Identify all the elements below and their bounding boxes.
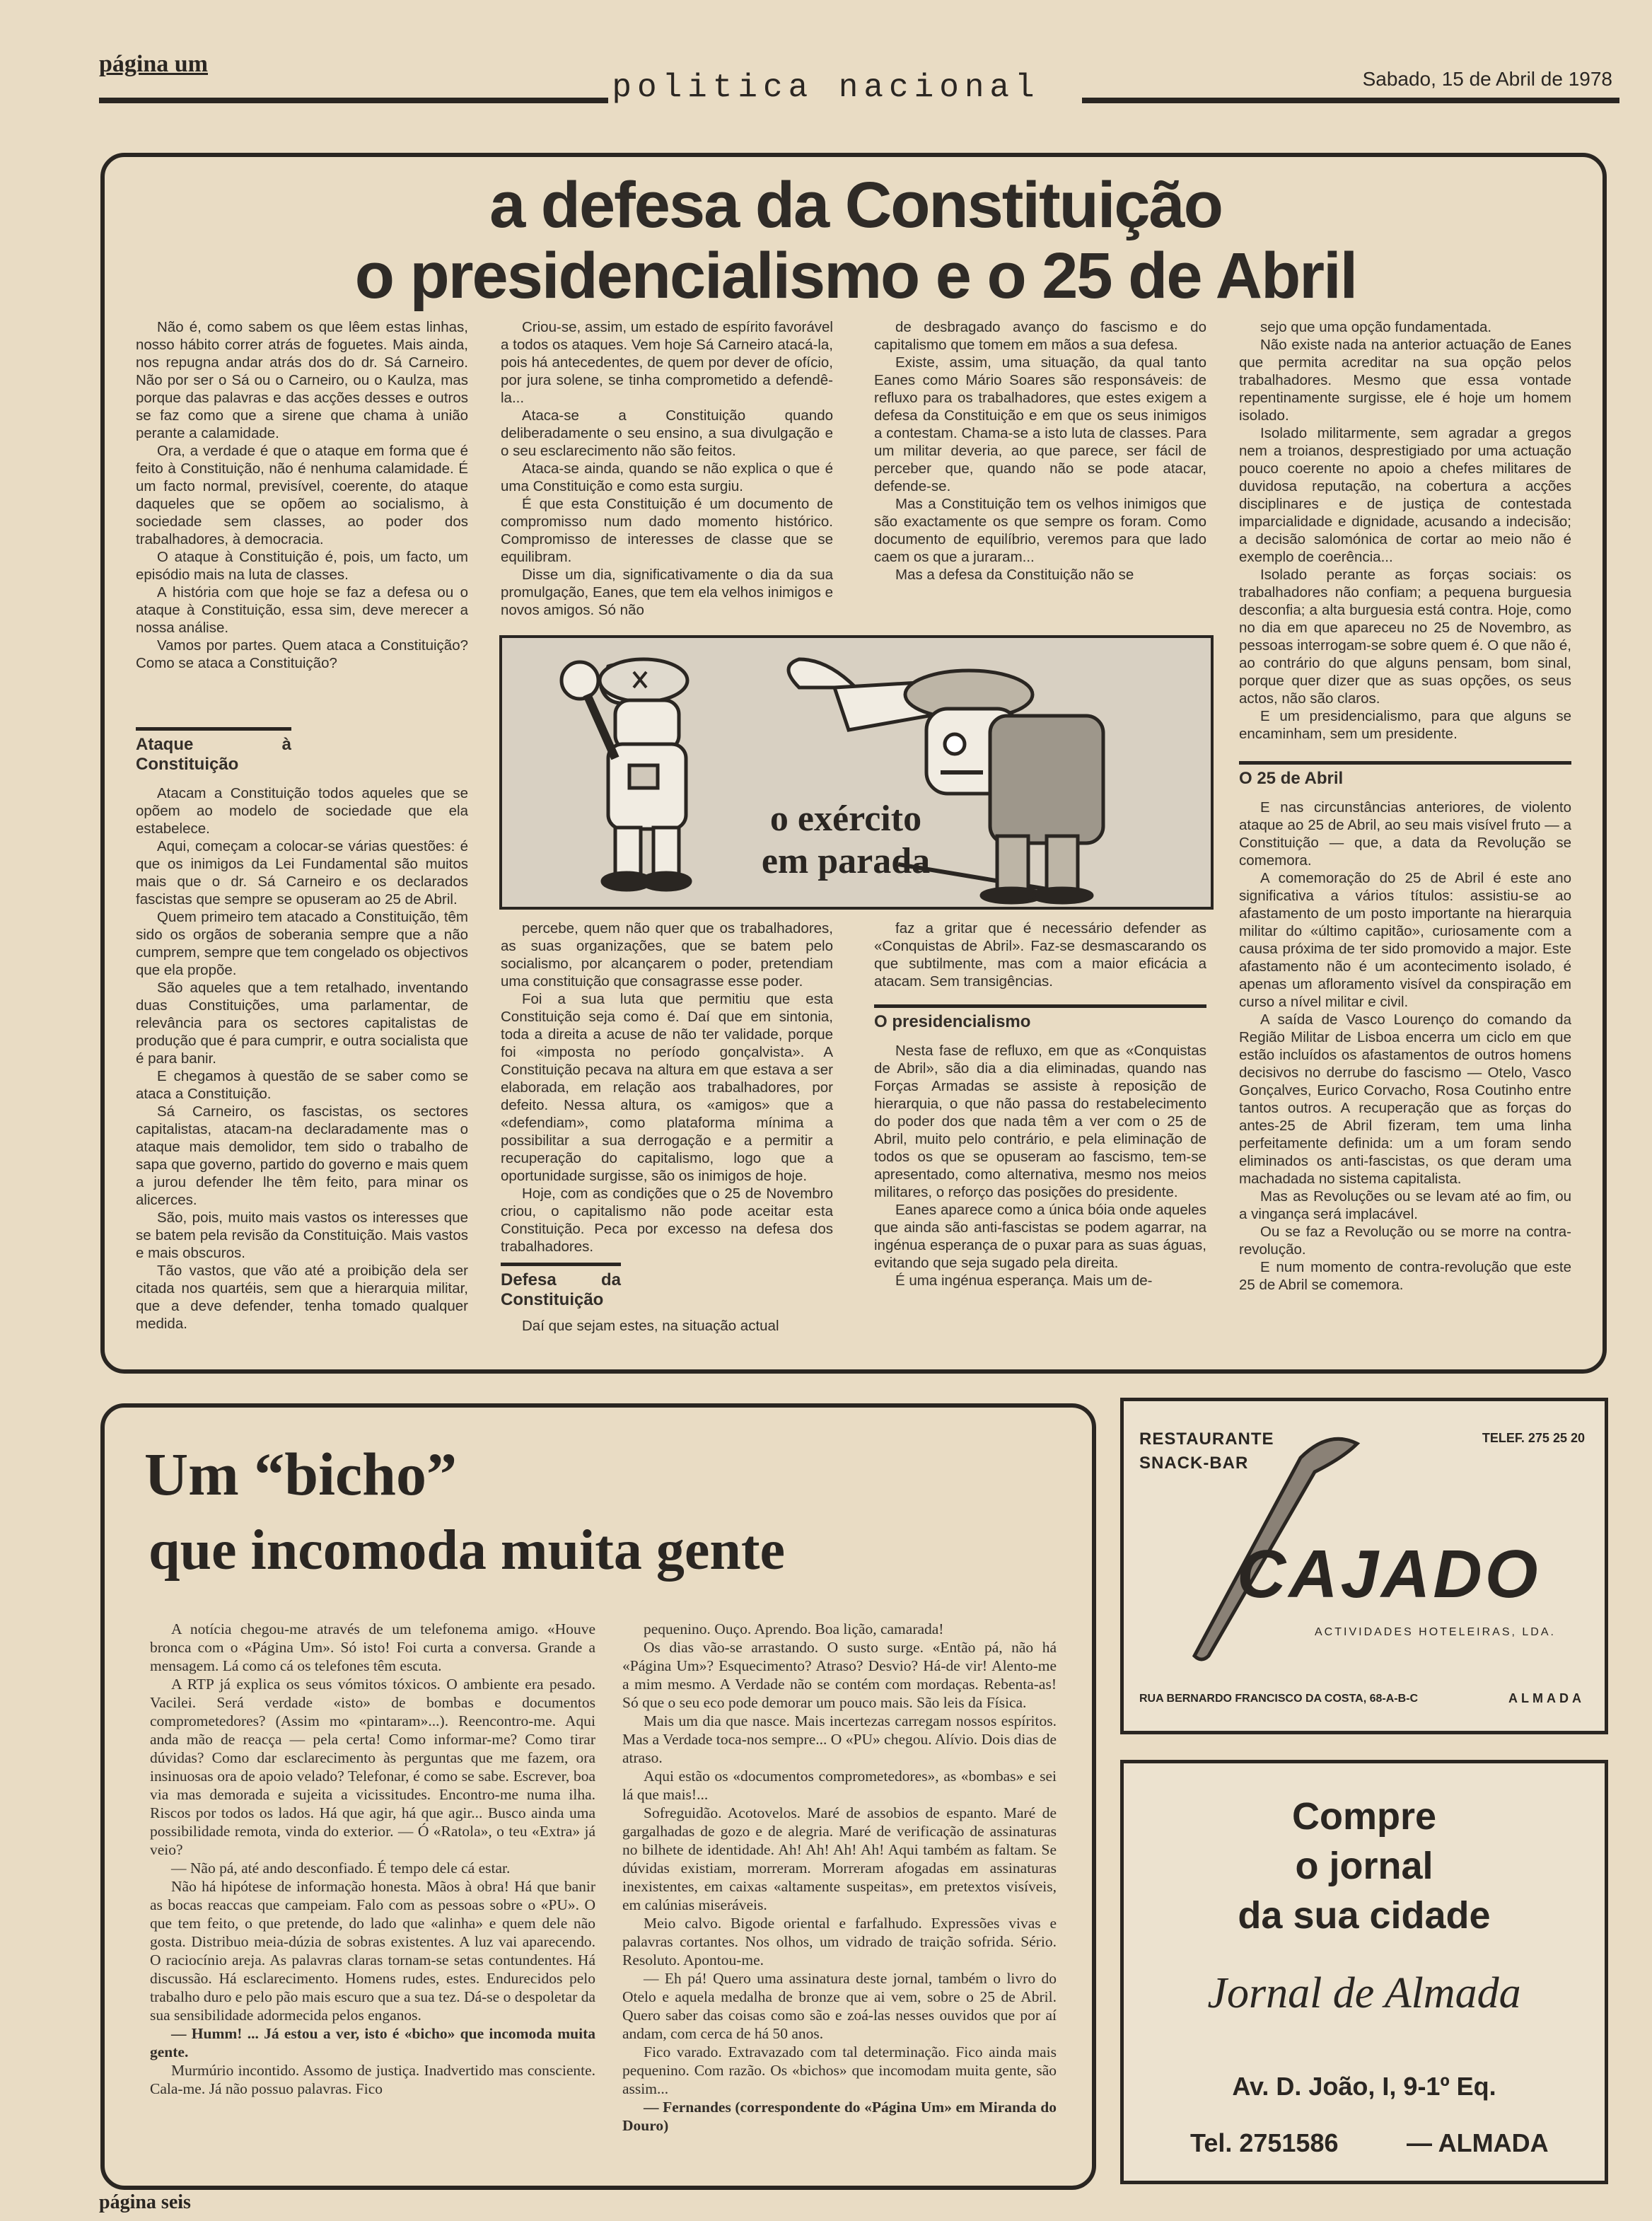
paragraph: Fico varado. Extravazado com tal determinação. Fico ainda mais pequenino. Com razão. Os «bichos» que incomodam muita gente, são assim... — [622, 2043, 1057, 2097]
paragraph: Mais um dia que nasce. Mais incertezas carregam nossos espíritos. Mas a Verdade toca-nos sempre... O «PU» chegou. Alívio. Dois dias de atraso. — [622, 1712, 1057, 1766]
paragraph: Mas as Revoluções ou se levam até ao fim, ou a vingança será implacável. — [1239, 1188, 1571, 1222]
paragraph: Eanes aparece como a única bóia onde aqueles que ainda são anti-fascistas se podem agarrar, na ingénua esperança de o puxar para as suas águas, evitando que seja sugado pela direita. — [874, 1202, 1206, 1271]
paragraph: Isolado militarmente, sem agradar a gregos nem a troianos, desprestigiado por uma actuação pouco coerente no apoio a chefes militares de duvidosa reputação, na cobertura a acções disciplinares e de justiça de contestada imparcialidade e dignidade, acusando a indecisão; a decisão salomónica de cortar ao meio não é exemplo de coerência... — [1239, 425, 1571, 565]
paragraph: Sofreguidão. Acotovelos. Maré de assobios de espanto. Maré de gargalhadas de gozo e de alegria. Maré de verificação de assinaturas no bilhete de identidade. Ah! Ah! Ah! Ah! Aqui também as faltam. Se dúvidas existiam, morreram. Morreram afogadas em assinaturas inexistentes, em caixas «altamente suspeitas», em pretextos visíveis, em calúnias miseráveis. — [622, 1804, 1057, 1913]
headline2-line1: Um “bicho” — [144, 1440, 457, 1508]
paragraph: sejo que uma opção fundamentada. — [1260, 319, 1492, 335]
paragraph: de desbragado avanço do fascismo e do capitalismo que tomem em mãos a sua defesa. — [874, 319, 1206, 353]
headline-line1: a defesa da Constituição — [489, 169, 1222, 241]
paragraph: Ataca-se a Constituição quando deliberadamente o seu ensino, a sua divulgação e o seu esclarecimento não são feitos. — [501, 407, 833, 459]
paragraph: Não há hipótese de informação honesta. Mãos à obra! Há que banir as bocas reaccas que campeiam. Falo com as pessoas sobre o «PU». O que tem feito, o que pretende, do lado que «alinha» e quem dele não gosta. Distribuo meia-dúzia de sobras existentes. A luz vai aparecendo. O raciocínio areja. As palavras claras tornam-se setas contundentes. Há discussão. Há esclarecimento. Homens rudes, estes. Endurecidos pelo trabalho duro e pelo pão mais escuro que a sua tez. Dá-se o despoletar da sua sensibilidade adormecida pelos enganos. — [150, 1878, 595, 2024]
ad-jornal-name: Jornal de Almada — [1207, 1969, 1521, 2017]
paragraph: Atacam a Constituição todos aqueles que se opõem ao modelo de sociedade que ela estabelece. — [136, 785, 468, 837]
cartoon-illustration — [499, 635, 1214, 910]
paragraph: São, pois, muito mais vastos os interesses que se batem pela revisão da Constituição. Mais vastos e mais obscuros. — [136, 1210, 468, 1261]
paragraph: É uma ingénua esperança. Mais um de- — [895, 1272, 1153, 1289]
article1-column-3 — [874, 318, 1206, 584]
paragraph: Murmúrio incontido. Assomo de justiça. Inadvertido mas consciente. Cala-me. Já não possuo palavras. Fico — [150, 2062, 595, 2097]
paragraph: E nas circunstâncias anteriores, de violento ataque ao 25 de Abril, ao seu mais visível fruto — a Constituição — que, a data da Revolução se comemora. — [1239, 799, 1571, 869]
paragraph: Aqui estão os «documentos comprometedores», as «bombas» e sei lá que mais!... — [622, 1768, 1057, 1803]
subhead-defesa: Defesa da Constituição — [501, 1263, 621, 1310]
ad-city: ALMADA — [1508, 1691, 1585, 1705]
paragraph: Mas a defesa da Constituição não se — [895, 567, 1134, 583]
paragraph: Tão vastos, que vão até a proibição dela ser citada nos quartéis, sem que a hierarquia militar, que a deve defender, tenha tomado qualquer medida. — [136, 1263, 468, 1332]
ad-jornal-de-almada — [1120, 1760, 1608, 2184]
ad-logo: CAJADO — [1237, 1536, 1541, 1612]
paragraph: Ora, a verdade é que o ataque em forma que é feito à Constituição, não é nenhuma calamidade. É um facto normal, previsível, coerente, do ataque daqueles que se opõem ao socialismo, à sociedade sem classes, ao poder dos trabalhadores, à democracia. — [136, 443, 468, 547]
ad-address: RUA BERNARDO FRANCISCO DA COSTA, 68-A-B-C — [1139, 1693, 1419, 1705]
paragraph: Vamos por partes. Quem ataca a Constituição? Como se ataca a Constituição? — [136, 637, 468, 671]
headline2-line2: que incomoda muita gente — [149, 1519, 785, 1582]
article1-column-4 — [1239, 318, 1571, 1294]
article1-column-3-lower — [874, 920, 1206, 1289]
ad-company: ACTIVIDADES HOTELEIRAS, LDA. — [1315, 1626, 1556, 1638]
paragraph: faz a gritar que é necessário defender as «Conquistas de Abril». Faz-se desmascarando os que subtilmente, mas com a maior eficácia a atacam. Sem transigências. — [874, 920, 1206, 990]
article1-column-2 — [501, 318, 833, 619]
cartoon-caption-line2: em parada — [761, 841, 931, 881]
ad-jornal-address: Av. D. João, I, 9-1º Eq. — [1232, 2072, 1496, 2101]
subhead-25-abril: O 25 de Abril — [1239, 761, 1571, 789]
article1-column-1 — [136, 318, 468, 672]
paragraph: São aqueles que a tem retalhado, inventando duas Constituições, uma parlamentar, de relevância para os sectores capitalistas de produção que é para cumprir, e outra socialista que é para banir. — [136, 980, 468, 1067]
paragraph: A comemoração do 25 de Abril é este ano significativa a vários títulos: assistiu-se ao afastamento de um posto importante na hierarquia militar do «último capitão», curiosamente com a causa próxima de ter sido promovido a major. Este afastamento não é um acontecimento isolado, é apenas um afloramento visível da conspiração em curso a nível militar e civil. — [1239, 870, 1571, 1010]
paragraph: — Não pá, até ando desconfiado. É tempo dele cá estar. — [171, 1860, 511, 1877]
paragraph: — Eh pá! Quero uma assinatura deste jornal, também o livro do Otelo e aquela medalha de bronze que ai vem, sobre o 25 de Abril. Quero saber das coisas como são e zoá-las nesses ouvidos que por aí andam, com cerca de há 50 anos. — [622, 1970, 1057, 2042]
paragraph: E um presidencialismo, para que alguns se encaminham, sem um presidente. — [1239, 708, 1571, 742]
paragraph: A história com que hoje se faz a defesa ou o ataque à Constituição, essa sim, deve merecer a nossa análise. — [136, 584, 468, 636]
issue-date: Sabado, 15 de Abril de 1978 — [1362, 68, 1612, 90]
ad-jornal-line1: Compre — [1291, 1795, 1437, 1838]
ad-line2: SNACK-BAR — [1139, 1454, 1249, 1473]
cartoon-caption-line1: o exército — [769, 799, 922, 839]
article1-column-1-lower — [136, 714, 468, 1333]
paragraph: pequenino. Ouço. Aprendo. Boa lição, camarada! — [644, 1620, 944, 1637]
article2-column-1 — [150, 1620, 595, 2098]
subhead-presidencialismo: O presidencialismo — [874, 1004, 1206, 1032]
paragraph: Os dias vão-se arrastando. O susto surge. «Então pá, não há «Página Um»? Esquecimento? Atraso? Desvio? Há-de vir! Alento-me a mim mesmo. A Verdade não se contém com mordaças. Rebenta-as! Só que o seu eco pode demorar um pouco mais. São leis da Física. — [622, 1639, 1057, 1711]
paragraph: Não é, como sabem os que lêem estas linhas, nosso hábito correr atrás de foguetes. Mais ainda, nos repugna andar atrás dos do dr. Sá Carneiro. Não por ser o Sá ou o Carneiro, ou o Kaulza, mas porque das palavras e das acções desses e outros se faz como que a sirene que chama à união perante a calamidade. — [136, 319, 468, 441]
paragraph: Ou se faz a Revolução ou se morre na contra-revolução. — [1239, 1224, 1571, 1258]
paragraph: Disse um dia, significativamente o dia da sua promulgação, Eanes, que tem ela velhos inimigos e novos amigos. Só não — [501, 567, 833, 618]
paragraph: percebe, quem não quer que os trabalhadores, as suas organizações, que se batem pelo socialismo, por alcançarem o poder, pretendiam uma constituição que consagrasse esse poder. — [501, 920, 833, 990]
paragraph: A notícia chegou-me através de um telefonema amigo. «Houve bronca com o «Página Um». Só isto! Foi curta a conversa. Grande a mensagem. Lá como cá os telefones têm escuta. — [150, 1620, 595, 1674]
headline-line2: o presidencialismo e o 25 de Abril — [354, 240, 1357, 312]
paragraph: Aqui, começam a colocar-se várias questões: é que os inimigos da Lei Fundamental são muitos mais que o dr. Sá Carneiro e os declarados fascistas que sempre se opuseram ao 25 de Abril. — [136, 838, 468, 907]
ad-jornal-line3: da sua cidade — [1238, 1894, 1491, 1937]
paragraph: — Humm! ... Já estou a ver, isto é «bicho» que incomoda muita gente. — [150, 2025, 595, 2060]
ad-jornal-city: — ALMADA — [1407, 2128, 1549, 2157]
paragraph: Hoje, com as condições que o 25 de Novembro criou, o capitalismo não pode aceitar esta Constituição. Peca por excesso na defesa dos trabalhadores. — [501, 1185, 833, 1255]
paragraph: Não existe nada na anterior actuação de Eanes que permita acreditar na sua opção pelos trabalhadores. Mesmo que essa vontade repentinamente surgisse, ele é hoje um homem isolado. — [1239, 337, 1571, 424]
article1-column-2-lower — [501, 920, 833, 1335]
subhead-ataque: Ataque à Constituição — [136, 727, 291, 775]
paragraph: O ataque à Constituição é, pois, um facto, um episódio mais na luta de classes. — [136, 549, 468, 583]
paragraph: Mas a Constituição tem os velhos inimigos que são exactamente os que sempre os foram. Como documento de equilíbrio, veremos para que lado caem os que a juraram... — [874, 496, 1206, 565]
paragraph: Sá Carneiro, os fascistas, os sectores capitalistas, atacam-na declaradamente mas o ataque mais demolidor, tem sido o trabalho de sapa que governo, partido do governo e mais quem a jurou defender lhe têm feito, para minar os alicerces. — [136, 1103, 468, 1208]
paragraph: Ataca-se ainda, quando se não explica o que é uma Constituição e como esta surgiu. — [501, 460, 833, 494]
ad-jornal-tel: Tel. 2751586 — [1190, 2128, 1339, 2157]
paragraph: — Fernandes (correspondente do «Página Um» em Miranda do Douro) — [622, 2099, 1057, 2134]
ad-phone: TELEF. 275 25 20 — [1482, 1431, 1585, 1445]
paragraph: E chegamos à questão de se saber como se ataca a Constituição. — [136, 1068, 468, 1102]
masthead-tag: página um — [99, 51, 208, 77]
page-footer: página seis — [99, 2191, 191, 2213]
paragraph: Isolado perante as forças sociais: os trabalhadores não confiam; a pequena burguesia desconfia; a alta burguesia está contra. Hoje, como no dia em que apareceu no 25 de Novembro, as pessoas interrogam-se sobre quem é. O que não é, ao contrário do que alguns pensam, bom sinal, porque quer dizer que as suas opções, os seus actos, não são claros. — [1239, 567, 1571, 707]
paragraph: Quem primeiro tem atacado a Constituição, têm sido os orgãos de soberania sempre que a não cumprem, sempre que tem congelado os objectivos que ela propõe. — [136, 909, 468, 978]
ad-line1: RESTAURANTE — [1139, 1430, 1274, 1449]
paragraph: Criou-se, assim, um estado de espírito favorável a todos os ataques. Vem hoje Sá Carneiro atacá-la, pois há antecedentes, de quem por dever de ofício, por jura solene, se tinha comprometido a defendê-la... — [501, 319, 833, 406]
paragraph: E num momento de contra-revolução que este 25 de Abril se comemora. — [1239, 1259, 1571, 1293]
ad-jornal-line2: o jornal — [1295, 1845, 1433, 1887]
ad-restaurante-cajado — [1120, 1398, 1608, 1734]
paragraph: Foi a sua luta que permitiu que esta Constituição seja como é. Daí que em sintonia, toda a direita a acuse de não ter validade, porque foi «imposta no período gonçalvista». A Constituição pecava na altura em que estava a ser elaborada, em relação aos trabalhadores, por defeito. Nessa altura, os «amigos» que a «defendiam», como plataforma mínima a possibilitar a sua derrogação e a permitir a recuperação do capitalismo, logo que a oportunidade surgisse, são os inimigos de hoje. — [501, 991, 833, 1184]
paragraph: A RTP já explica os seus vómitos tóxicos. O ambiente era pesado. Vacilei. Será verdade «isto» de bombas e documentos comprometedores? (Assim mo «pintaram»...). Reencontro-me. Aqui anda mão de reacça — pela certa! Como informar-me? Como tirar dúvidas? Como dar esclarecimento às perguntas que me fazem, ora insinuosas ora de apoio velado? Telefonar, é como se sabe. Escrever, boa via mas demorada e sujeita a vicissitudes. Encontro-me numa ilha. Riscos por todos os lados. Há que agir, há que agir... Busco ainda uma possibilidade remota, vinda do exterior. — Ó «Ratola», o teu «Extra» já veio? — [150, 1676, 595, 1858]
paragraph: A saída de Vasco Lourenço do comando da Região Militar de Lisboa encerra um ciclo em que estão incluídos os afastamentos de outros homens decisivos no derrube do fascismo — Otelo, Vasco Gonçalves, Eurico Corvacho, Rosa Coutinho entre tantos outros. A recuperação que as forças do antes-25 de Abril fizeram, tem uma linha perfeitamente definida: um a um foram sendo eliminados os anti-fascistas, os que deram uma machadada no sistema capitalista. — [1239, 1011, 1571, 1187]
paragraph: Daí que sejam estes, na situação actual — [522, 1318, 779, 1334]
section-title: politica nacional — [612, 69, 1040, 106]
paragraph: Nesta fase de refluxo, em que as «Conquistas de Abril», são dia a dia eliminadas, quando nas Forças Armadas se assiste à reposição de hierarquia, o que não passa do restabelecimento do poder dos que nada têm a ver com o 25 de Abril, muito pelo contrário, e pela eliminação de todos os que se opuseram ao fascismo, tem-se apresentado, como alternativa, mesmo nos meios militares, o reforço das posições do presidente. — [874, 1043, 1206, 1200]
paragraph: É que esta Constituição é um documento de compromisso num dado momento histórico. Compromisso de interesses de classe que se equilibram. — [501, 496, 833, 565]
article2-column-2 — [622, 1620, 1057, 2135]
paragraph: Meio calvo. Bigode oriental e farfalhudo. Expressões vivas e palavras cortantes. Nos olhos, um vidrado de traição sofrida. Sério. Resoluto. Apontou-me. — [622, 1915, 1057, 1968]
paragraph: Existe, assim, uma situação, da qual tanto Eanes como Mário Soares são responsáveis: de refluxo para os trabalhadores, que estes exigem a defesa da Constituição e em que os seus inimigos a contestam. Chama-se a isto luta de classes. Para um militar deveria, ao que parece, ser fácil de perceber que, quando não se pode atacar, defende-se. — [874, 354, 1206, 494]
